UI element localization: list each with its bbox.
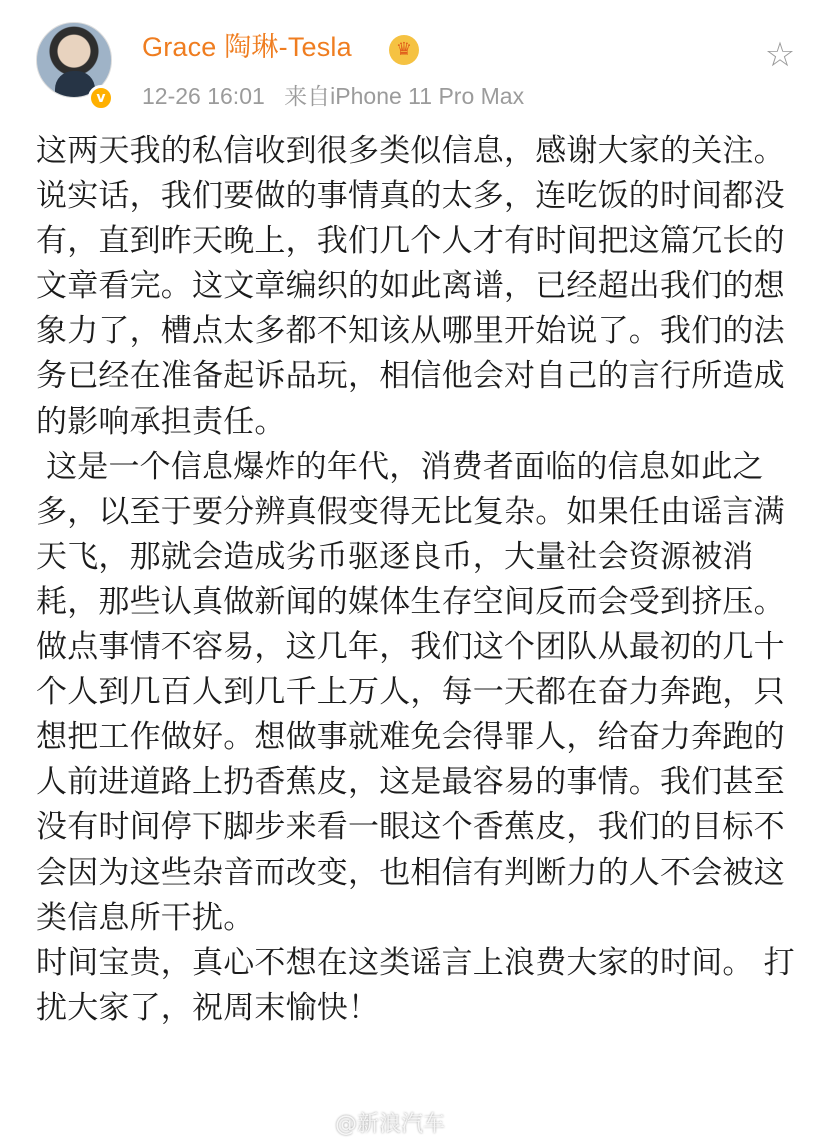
post-meta xyxy=(142,81,524,111)
post-header xyxy=(0,0,828,120)
user-name[interactable]: Grace 陶琳-Tesla xyxy=(142,32,352,62)
star-icon[interactable]: ☆ xyxy=(764,35,796,75)
post-source: 来自iPhone 11 Pro Max xyxy=(284,83,525,109)
post-content: 这两天我的私信收到很多类似信息，感谢大家的关注。 说实话，我们要做的事情真的太多，连吃饭的时间都没有，直到昨天晚上，我们几个人才有时间把这篇冗长的文章看完。这文章编织的如此离谱，已经超出我们的想象力了，槽点太多都不知该从哪里开始说了。我们的法务已经在准备起诉品玩，相信他会对自己的言行所造成的影响承担责任。 这是一个信息爆炸的年代，消费者面临的信息如此之多，以至于要分辨真假变得无比复杂。如果任由谣言满天飞，那就会造成劣币驱逐良币，大量社会资源被消耗，那些认真做新闻的媒体生存空间反而会受到挤压。 做点事情不容易，这几年，我们这个团队从最初的几十个人到几百人到几千上万人，每一天都在奋力奔跑，只想把工作做好。想做事就难免会得罪人，给奋力奔跑的人前进道路上扔香蕉皮，这是最容易的事情。我们甚至没有时间停下脚步来看一眼这个香蕉皮，我们的目标不会因为这些杂音而改变，也相信有判断力的人不会被这类信息所干扰。 时间宝贵，真心不想在这类谣言上浪费大家的时间。 打扰大家了，祝周末愉快！ xyxy=(36,133,795,1026)
post-timestamp: 12-26 16:01 xyxy=(142,83,265,109)
crown-icon: ♛ xyxy=(389,35,419,65)
verified-badge-icon: v xyxy=(88,85,114,111)
watermark: @新浪汽车 xyxy=(335,1112,446,1137)
